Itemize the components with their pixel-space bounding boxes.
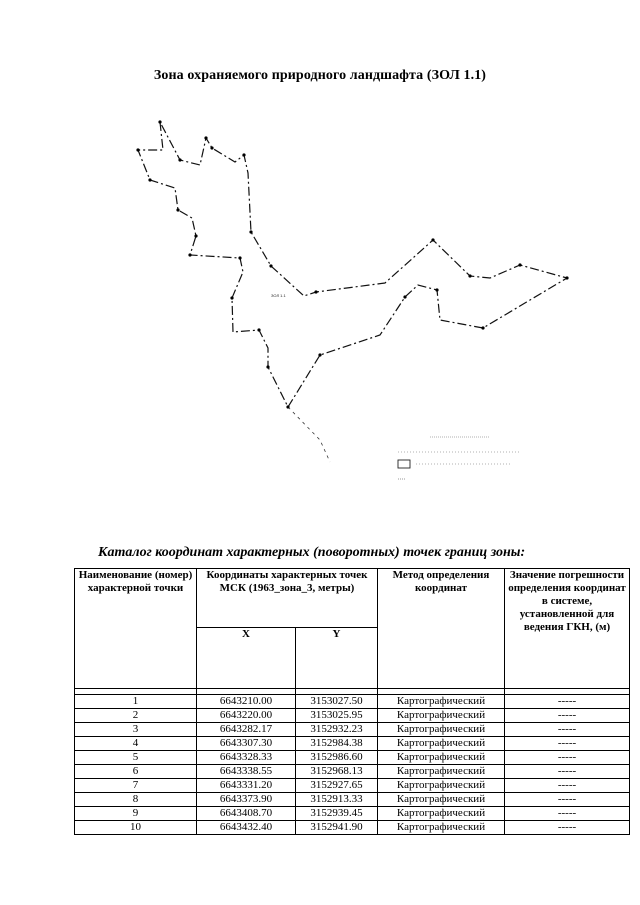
table-row <box>75 765 630 779</box>
point-number: 2 <box>75 709 197 723</box>
zone-label: ЗОЛ 1.1 <box>271 293 286 298</box>
coord-x: 6643210.00 <box>197 695 296 709</box>
header-method: Метод определения координат <box>378 569 505 689</box>
method: Картографический <box>378 695 505 709</box>
method: Картографический <box>378 723 505 737</box>
accuracy: ----- <box>505 709 630 723</box>
coord-y: 3152927.65 <box>296 779 378 793</box>
table-row <box>75 821 630 835</box>
coord-y: 3152939.45 <box>296 807 378 821</box>
method: Картографический <box>378 807 505 821</box>
page-title: Зона охраняемого природного ландшафта (ЗОЛ 1.1) <box>153 68 487 83</box>
method: Картографический <box>378 709 505 723</box>
point-number: 6 <box>75 765 197 779</box>
accuracy: ----- <box>505 751 630 765</box>
accuracy: ----- <box>505 765 630 779</box>
point-number: 5 <box>75 751 197 765</box>
coord-x: 6643338.55 <box>197 765 296 779</box>
accuracy: ----- <box>505 723 630 737</box>
table-row <box>75 751 630 765</box>
header-accuracy: Значение погрешности определения координат в системе, установленной для ведения ГКН, (м) <box>505 569 630 689</box>
point-number: 3 <box>75 723 197 737</box>
coord-x: 6643328.33 <box>197 751 296 765</box>
header-coordinates: Координаты характерных точек МСК (1963_зона_3, метры) <box>197 569 378 628</box>
coord-y: 3152986.60 <box>296 751 378 765</box>
table-row <box>75 737 630 751</box>
coord-y: 3153027.50 <box>296 695 378 709</box>
boundary-points <box>136 120 568 408</box>
accuracy: ----- <box>505 779 630 793</box>
accuracy: ----- <box>505 695 630 709</box>
header-y: Y <box>296 628 378 689</box>
coord-x: 6643373.90 <box>197 793 296 807</box>
accuracy: ----- <box>505 737 630 751</box>
coord-x: 6643307.30 <box>197 737 296 751</box>
table-row <box>75 723 630 737</box>
table-row <box>75 807 630 821</box>
coord-x: 6643282.17 <box>197 723 296 737</box>
table-row <box>75 695 630 709</box>
accuracy: ----- <box>505 821 630 835</box>
coord-y: 3152968.13 <box>296 765 378 779</box>
coord-y: 3152984.38 <box>296 737 378 751</box>
method: Картографический <box>378 779 505 793</box>
zone-boundary-polygon <box>138 122 567 462</box>
map-legend <box>398 437 520 479</box>
coordinates-table <box>74 568 630 835</box>
point-number: 7 <box>75 779 197 793</box>
coord-x: 6643408.70 <box>197 807 296 821</box>
table-row <box>75 709 630 723</box>
coord-y: 3152941.90 <box>296 821 378 835</box>
method: Картографический <box>378 821 505 835</box>
table-row <box>75 793 630 807</box>
method: Картографический <box>378 765 505 779</box>
accuracy: ----- <box>505 807 630 821</box>
coord-x: 6643331.20 <box>197 779 296 793</box>
point-number: 4 <box>75 737 197 751</box>
coord-x: 6643220.00 <box>197 709 296 723</box>
point-number: 10 <box>75 821 197 835</box>
coord-y: 3152932.23 <box>296 723 378 737</box>
catalog-title: Каталог координат характерных (поворотных) точек границ зоны: <box>98 545 526 560</box>
table-row <box>75 779 630 793</box>
method: Картографический <box>378 737 505 751</box>
coord-y: 3152913.33 <box>296 793 378 807</box>
coord-x: 6643432.40 <box>197 821 296 835</box>
header-x: X <box>197 628 296 689</box>
method: Картографический <box>378 751 505 765</box>
header-point-name: Наименование (номер) характерной точки <box>75 569 197 689</box>
method: Картографический <box>378 793 505 807</box>
point-number: 9 <box>75 807 197 821</box>
point-number: 1 <box>75 695 197 709</box>
accuracy: ----- <box>505 793 630 807</box>
coord-y: 3153025.95 <box>296 709 378 723</box>
point-number: 8 <box>75 793 197 807</box>
